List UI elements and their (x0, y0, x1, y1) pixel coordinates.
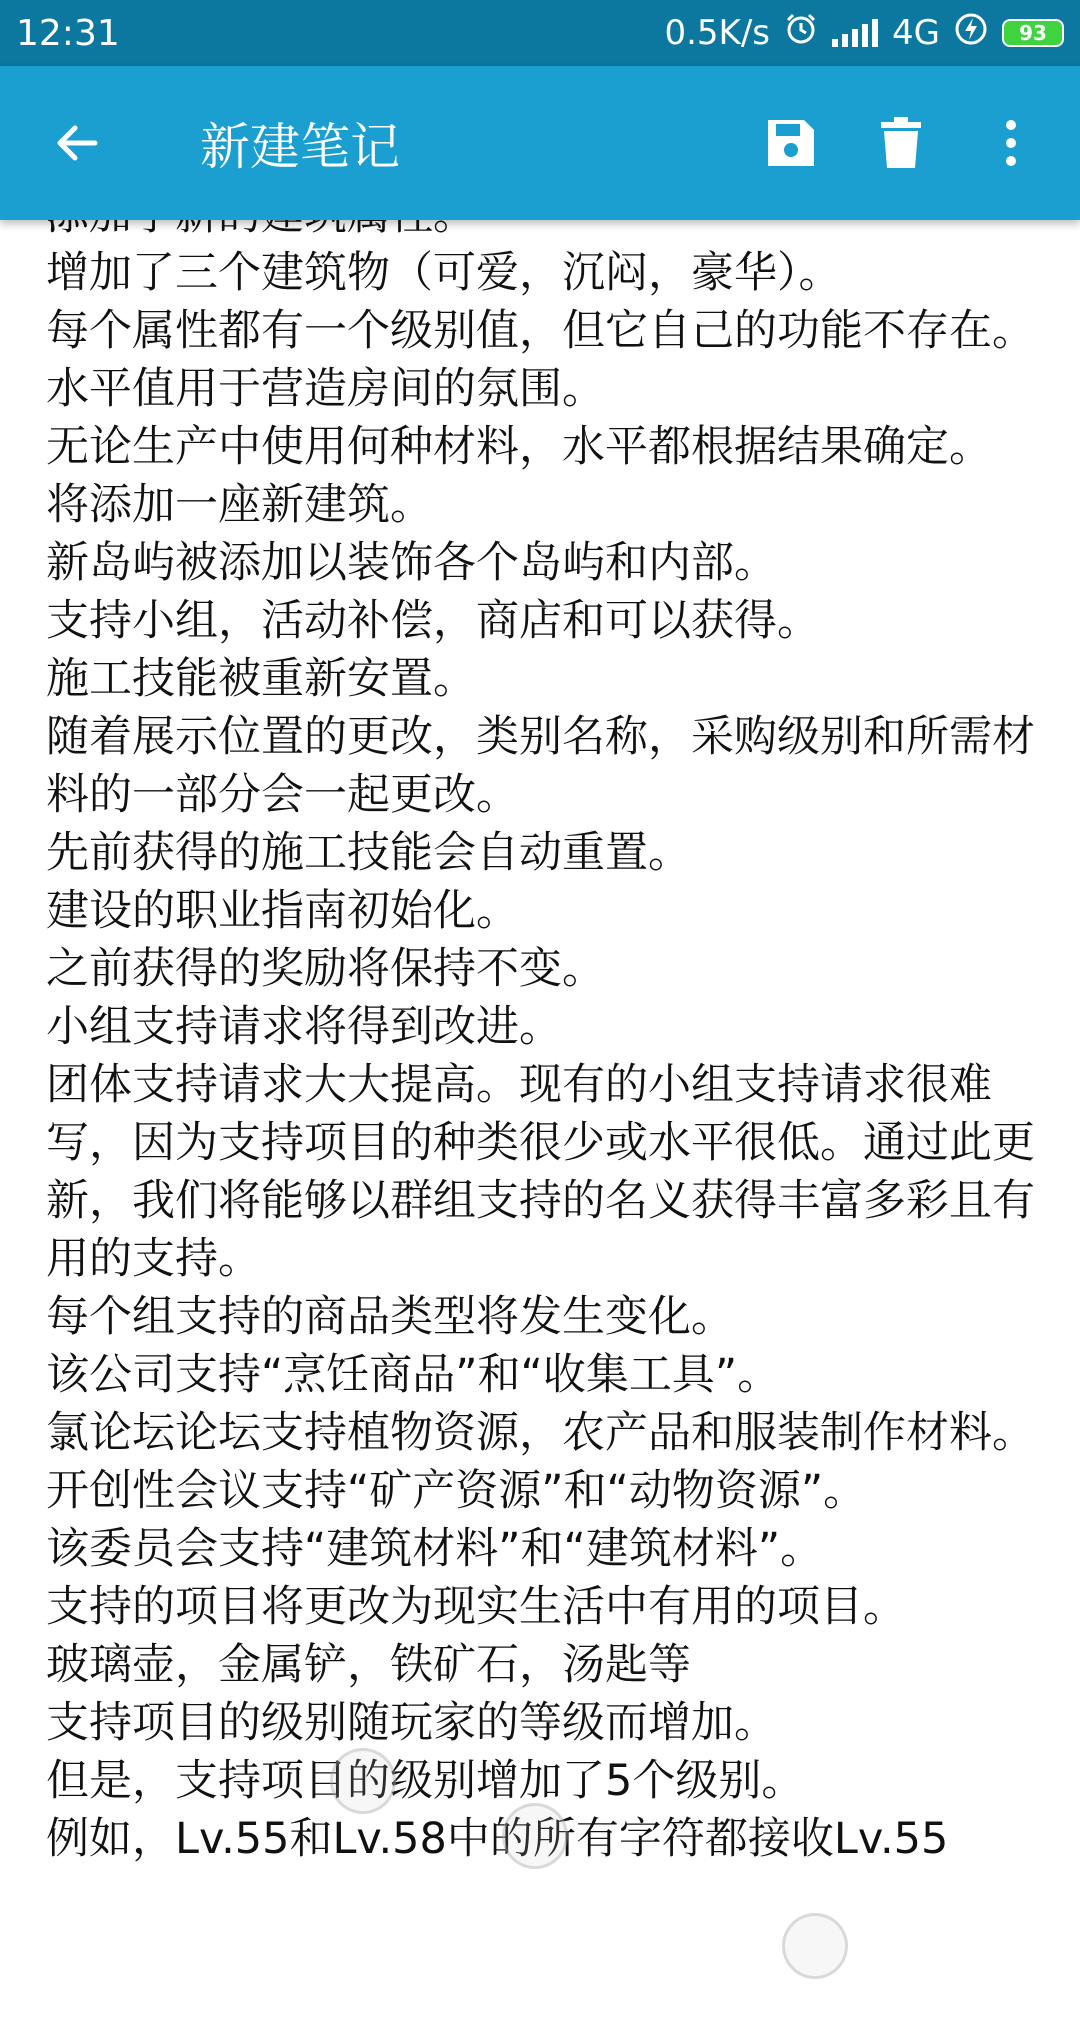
touch-indicator (782, 1913, 848, 1979)
touch-indicator (330, 1748, 396, 1814)
note-editor[interactable] (0, 220, 1080, 2040)
more-options-button[interactable] (956, 88, 1066, 198)
status-time: 12:31 (16, 12, 120, 54)
touch-indicator (502, 1803, 568, 1869)
status-bar (0, 0, 1080, 66)
note-body[interactable]: 增加了三个建筑物（可爱，沉闷，豪华）。 每个属性都有一个级别值，但它自己的功能不存在。 水平值用于营造房间的氛围。 无论生产中使用何种材料，水平都根据结果确定。 将添加一座新建筑。 新岛屿被添加以装饰各个岛屿和内部。 支持小组，活动补偿，商店和可以获得。 施工技能被重新安置。 随着展示位置的更改，类别名称，采购级别和所需材料的一部分会一起更改。 先前获得的施工技能会自动重置。 建设的职业指南初始化。 之前获得的奖励将保持不变。 小组支持请求将得到改进。 团体支持请求大大提高。现有的小组支持请求很难写，因为支持项目的种类很少或水平很低。通过此更新，我们将能够以群组支持的名义获得丰富多彩且有用的支持。 每个组支持的商品类型将发生变化。 该公司支持“烹饪商品”和“收集工具”。 氯论坛论坛支持植物资源，农产品和服装制作材料。 开创性会议支持“矿产资源”和“动物资源”。 该委员会支持“建筑材料”和“建筑材料”。 支持的项目将更改为现实生活中有用的项目。 玻璃壶，金属铲，铁矿石，汤匙等 支持项目的级别随玩家的等级而增加。 但是，支持项目的级别增加了5个级别。 例如，Lv.55和Lv.58中的所有字符都接收Lv.55 (46, 248, 1035, 1864)
alarm-icon (784, 12, 818, 55)
signal-icon (832, 19, 878, 47)
battery-icon: 93 (1002, 19, 1064, 47)
back-arrow-icon (51, 117, 103, 169)
network-type: 4G (892, 13, 940, 53)
status-icons (664, 12, 1064, 55)
page-title: 新建笔记 (200, 118, 400, 176)
net-speed: 0.5K/s (664, 13, 771, 53)
charging-icon (954, 12, 988, 55)
more-vert-icon (1003, 118, 1019, 168)
delete-button[interactable] (846, 88, 956, 198)
app-bar (0, 66, 1080, 220)
delete-icon (878, 116, 924, 170)
save-icon (764, 116, 818, 170)
save-button[interactable] (736, 88, 846, 198)
back-button[interactable] (22, 88, 132, 198)
